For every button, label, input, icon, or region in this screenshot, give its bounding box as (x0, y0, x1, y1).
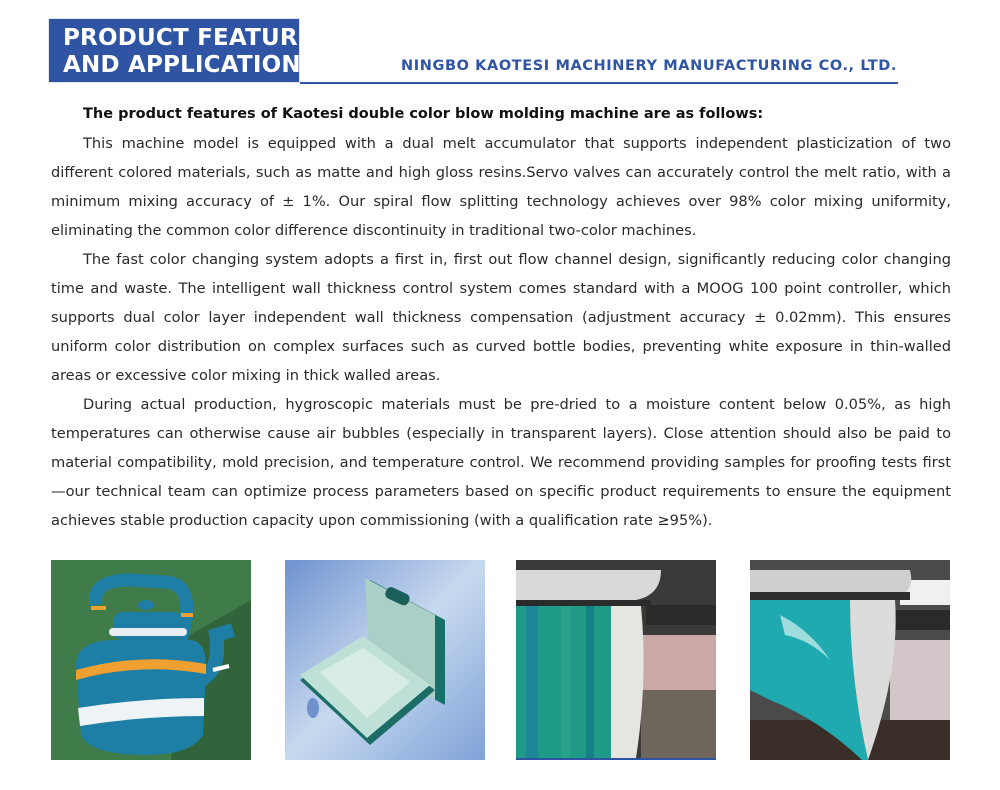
parison-extrusion-image (516, 560, 716, 760)
section-title-line-2: AND APPLICATION (63, 52, 301, 78)
kettle-image (51, 560, 251, 760)
paragraph-production-notes: During actual production, hygroscopic materials must be pre-dried to a moisture content below 0.05%, as high temperatures can otherwise cause air bubbles (especially in transparent layers). Close attention should also be paid to material compatibility, mold precision, and temperature control. We recommend providing samples for proofing tests first—our technical team can optimize process parameters based on specific product requirements to ensure the equipment achieves stable production capacity upon commissioning (with a qualification rate ≥95%). (51, 396, 951, 529)
company-name: NINGBO KAOTESI MACHINERY MANUFACTURING CO., LTD. (400, 58, 897, 74)
header-divider (300, 82, 898, 84)
section-title-banner (48, 18, 314, 83)
twisted-parison-image (750, 560, 950, 760)
feature-description (51, 100, 951, 535)
paragraph-color-changing: The fast color changing system adopts a first in, first out flow channel design, significantly reducing color changing time and waste. The intelligent wall thickness control system comes standard with a MOOG 100 point controller, which supports dual color layer independent wall thickness compensation (adjustment accuracy ± 0.02mm). This ensures uniform color distribution on complex surfaces such as curved bottle bodies, preventing white exposure in thin-walled areas or excessive color mixing in thick walled areas. (51, 251, 951, 384)
tool-case-image (285, 560, 485, 760)
intro-heading: The product features of Kaotesi double color blow molding machine are as follows: (83, 106, 764, 122)
section-title-line-1: PRODUCT FEATURE (63, 25, 314, 51)
paragraph-melt-accumulator: This machine model is equipped with a dual melt accumulator that supports independent plasticization of two different colored materials, such as matte and high gloss resins.Servo valves can accurately control the melt ratio, with a minimum mixing accuracy of ± 1%. Our spiral flow splitting technology achieves over 98% color mixing uniformity, eliminating the common color difference discontinuity in traditional two-color machines. (51, 135, 951, 239)
product-gallery (0, 560, 1000, 760)
